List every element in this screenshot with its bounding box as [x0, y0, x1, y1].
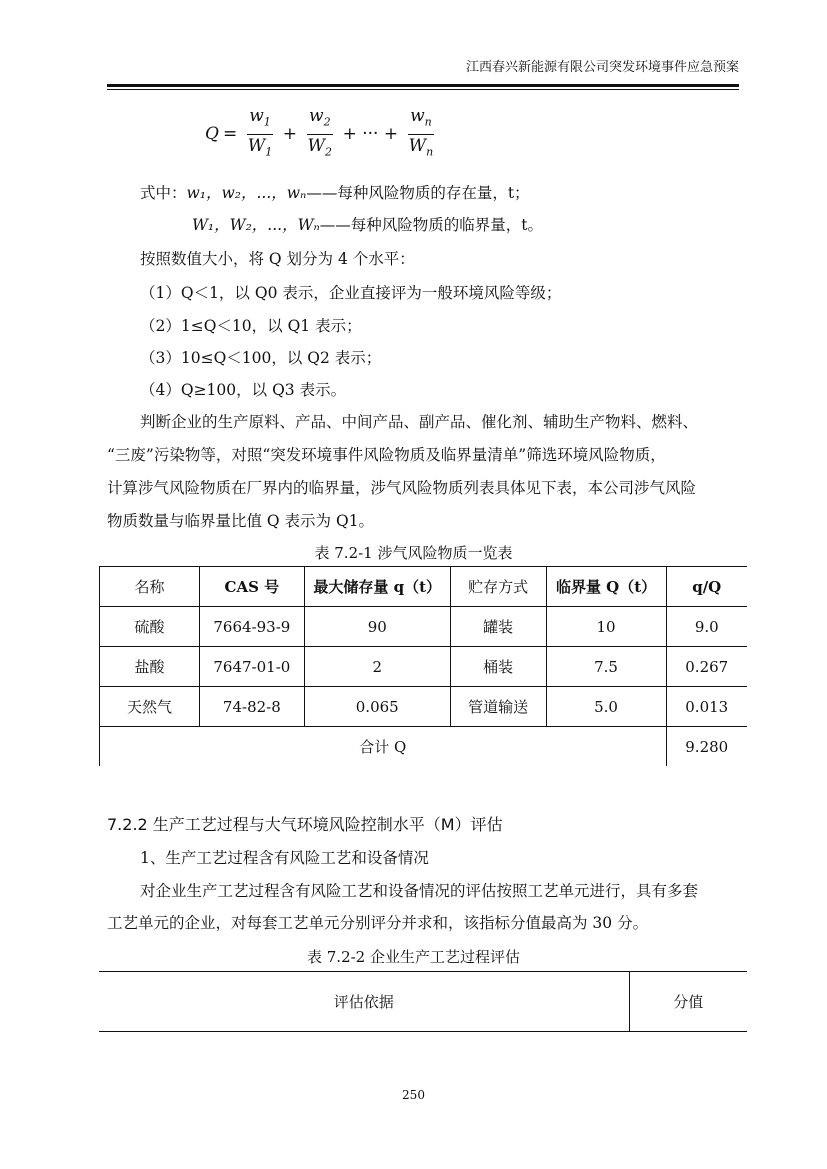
table-cell: 盐酸	[100, 647, 200, 687]
formula-dots: + ··· +	[342, 124, 399, 144]
table-cell: 0.013	[666, 687, 747, 727]
formula-term-1: $\frac{w_1}{W_1}$	[247, 106, 273, 158]
header-cell: 分值	[629, 972, 747, 1032]
process-assessment-table	[99, 971, 747, 1032]
page-header: 江西春兴新能源有限公司突发环境事件应急预案	[465, 60, 739, 75]
table1-caption: 表 7.2-1 涉气风险物质一览表	[314, 544, 513, 562]
table-cell: 0.267	[666, 647, 747, 687]
level-3: （3）10≤Q＜100，以 Q2 表示；	[140, 349, 382, 367]
table2-caption: 表 7.2-2 企业生产工艺过程评估	[306, 948, 520, 966]
header-cell: 评估依据	[99, 972, 629, 1032]
table-cell: 7647-01-0	[199, 647, 304, 687]
formula-term-2: $\frac{w_2}{W_2}$	[307, 106, 333, 158]
table-cell: 90	[304, 607, 450, 647]
level-1: （1）Q＜1，以 Q0 表示，企业直接评为一般环境风险等级；	[140, 284, 562, 302]
paragraph-line: “三废”污染物等，对照“突发环境事件风险物质及临界量清单”筛选环境风险物质，	[107, 446, 666, 464]
table-cell: 硫酸	[100, 607, 200, 647]
levels-intro: 按照数值大小，将 Q 划分为 4 个水平：	[140, 250, 415, 268]
page-number: 250	[402, 1088, 425, 1102]
definition-w-capital: W₁，W₂，...，Wₙ——每种风险物质的临界量，t。	[192, 216, 544, 234]
table-cell: 0.065	[304, 687, 450, 727]
table-cell: 9.0	[666, 607, 747, 647]
header-cell: 贮存方式	[450, 567, 546, 607]
table-row	[100, 607, 748, 647]
q-formula	[205, 108, 440, 160]
table-cell: 罐装	[450, 607, 546, 647]
total-label: 合计 Q	[100, 727, 667, 767]
table-row	[100, 687, 748, 727]
level-2: （2）1≤Q＜10，以 Q1 表示；	[140, 317, 362, 335]
table-cell: 7664-93-9	[199, 607, 304, 647]
paragraph-line: 对企业生产工艺过程含有风险工艺和设备情况的评估按照工艺单元进行，具有多套	[140, 882, 699, 900]
table-cell: 桶装	[450, 647, 546, 687]
section-heading: 7.2.2 生产工艺过程与大气环境风险控制水平（M）评估	[107, 815, 503, 834]
header-cell: 名称	[100, 567, 200, 607]
paragraph-line: 工艺单元的企业，对每套工艺单元分别评分并求和，该指标分值最高为 30 分。	[107, 914, 649, 932]
table-row	[100, 647, 748, 687]
table-cell: 管道输送	[450, 687, 546, 727]
header-cell: 临界量 Q（t）	[546, 567, 666, 607]
definition-w-small: 式中：w₁，w₂，...，wₙ——每种风险物质的存在量，t；	[140, 184, 530, 202]
table-cell: 2	[304, 647, 450, 687]
table-total-row	[100, 727, 748, 767]
table-cell: 74-82-8	[199, 687, 304, 727]
header-rule-thin	[107, 89, 739, 90]
header-cell: q/Q	[666, 567, 747, 607]
header-cell: 最大储存量 q（t）	[304, 567, 450, 607]
subsection-title: 1、生产工艺过程含有风险工艺和设备情况	[140, 849, 429, 867]
formula-eq: =	[222, 124, 238, 144]
table-cell: 5.0	[546, 687, 666, 727]
paragraph-line: 判断企业的生产原料、产品、中间产品、副产品、催化剂、辅助生产物料、燃料、	[140, 413, 699, 431]
header-cell: CAS 号	[199, 567, 304, 607]
table-header-row	[99, 972, 747, 1032]
formula-term-n: $\frac{w_n}{W_n}$	[408, 106, 434, 158]
table-header-row	[100, 567, 748, 607]
total-value: 9.280	[666, 727, 747, 767]
table-cell: 天然气	[100, 687, 200, 727]
level-4: （4）Q≥100，以 Q3 表示。	[140, 381, 347, 399]
formula-plus: +	[282, 124, 297, 144]
table-cell: 10	[546, 607, 666, 647]
header-rule-thick	[107, 84, 739, 87]
table-cell: 7.5	[546, 647, 666, 687]
formula-lhs: Q	[205, 124, 219, 144]
paragraph-line: 物质数量与临界量比值 Q 表示为 Q1。	[107, 512, 375, 530]
risk-substance-table	[99, 566, 747, 766]
paragraph-line: 计算涉气风险物质在厂界内的临界量，涉气风险物质列表具体见下表，本公司涉气风险	[107, 479, 697, 497]
